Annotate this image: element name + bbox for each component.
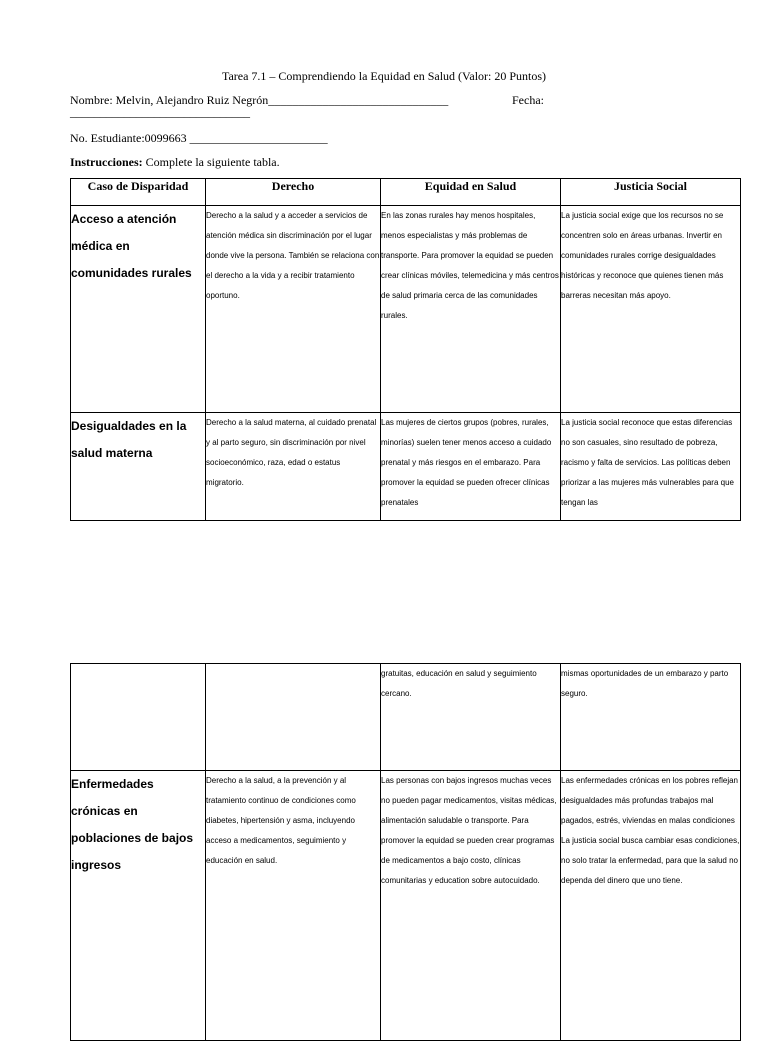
cell-derecho: Derecho a la salud y a acceder a servicios de atención médica sin discriminación por el lugar donde vive la persona. También se relaciona con el derecho a la vida y a recibir tratamiento oportuno. bbox=[206, 206, 381, 413]
header-caso: Caso de Disparidad bbox=[71, 179, 206, 206]
table-row bbox=[71, 413, 741, 521]
cell-derecho: Derecho a la salud, a la prevención y al tratamiento continuo de condiciones como diabetes, hipertensión y asma, incluyendo acceso a medicamentos, seguimiento y educación en salud. bbox=[206, 771, 381, 1041]
cell-justicia: La justicia social exige que los recursos no se concentren solo en áreas urbanas. Invertir en comunidades rurales corrige desigualdades históricas y reconoce que quienes tienen más barreras necesitan más apoyo. bbox=[561, 206, 741, 413]
student-name-line: Nombre: Melvin, Alejandro Ruiz Negrón______________________________ bbox=[70, 93, 449, 107]
disparity-table bbox=[70, 178, 741, 521]
assignment-title: Tarea 7.1 – Comprendiendo la Equidad en Salud (Valor: 20 Puntos) bbox=[221, 69, 547, 83]
blank-line: ______________________________ bbox=[70, 105, 250, 119]
cell-equidad: gratuitas, educación en salud y seguimiento cercano. bbox=[381, 664, 561, 771]
instructions-text: Complete la siguiente tabla. bbox=[142, 155, 280, 169]
cell-caso: Desigualdades en la salud materna bbox=[71, 413, 206, 521]
cell-derecho: Derecho a la salud materna, al cuidado prenatal y al parto seguro, sin discriminación por nivel socioeconómico, raza, edad o estatus migratorio. bbox=[206, 413, 381, 521]
cell-caso-empty bbox=[71, 664, 206, 771]
cell-equidad: Las mujeres de ciertos grupos (pobres, rurales, minorías) suelen tener menos acceso a cuidado prenatal y más riesgos en el embarazo. Para promover la equidad se pueden ofrecer clínicas prenatales bbox=[381, 413, 561, 521]
cell-equidad: Las personas con bajos ingresos muchas veces no pueden pagar medicamentos, visitas médicas, alimentación saludable o transporte. Para promover la equidad se pueden crear programas de medicamentos a bajo costo, clínicas comunitarias y education sobre autocuidado. bbox=[381, 771, 561, 1041]
date-label: Fecha: bbox=[512, 93, 544, 107]
table-row bbox=[71, 206, 741, 413]
table-row bbox=[71, 664, 741, 771]
cell-justicia: Las enfermedades crónicas en los pobres reflejan desigualdades más profundas trabajos mal pagados, estrés, viviendas en malas condiciones La justicia social busca cambiar esas condiciones, no solo tratar la enfermedad, para que la salud no dependa del dinero que uno tiene. bbox=[561, 771, 741, 1041]
student-number-line: No. Estudiante:0099663 _______________________ bbox=[70, 131, 328, 145]
header-equidad: Equidad en Salud bbox=[381, 179, 561, 206]
instructions-label: Instrucciones: bbox=[70, 155, 143, 169]
instructions bbox=[70, 155, 280, 170]
cell-justicia: La justicia social reconoce que estas diferencias no son casuales, sino resultado de pobreza, racismo y falta de servicios. Las políticas deben priorizar a las mujeres más vulnerables para que tengan las bbox=[561, 413, 741, 521]
cell-justicia: mismas oportunidades de un embarazo y parto seguro. bbox=[561, 664, 741, 771]
cell-equidad: En las zonas rurales hay menos hospitales, menos especialistas y más problemas de transporte. Para promover la equidad se pueden crear clínicas móviles, telemedicina y más centros de salud primaria cerca de las comunidades rurales. bbox=[381, 206, 561, 413]
header-derecho: Derecho bbox=[206, 179, 381, 206]
table-row bbox=[71, 771, 741, 1041]
cell-caso: Acceso a atención médica en comunidades rurales bbox=[71, 206, 206, 413]
header-justicia: Justicia Social bbox=[561, 179, 741, 206]
table-header-row bbox=[71, 179, 741, 206]
cell-derecho-empty bbox=[206, 664, 381, 771]
disparity-table-continued bbox=[70, 663, 741, 1041]
cell-caso: Enfermedades crónicas en poblaciones de bajos ingresos bbox=[71, 771, 206, 1041]
